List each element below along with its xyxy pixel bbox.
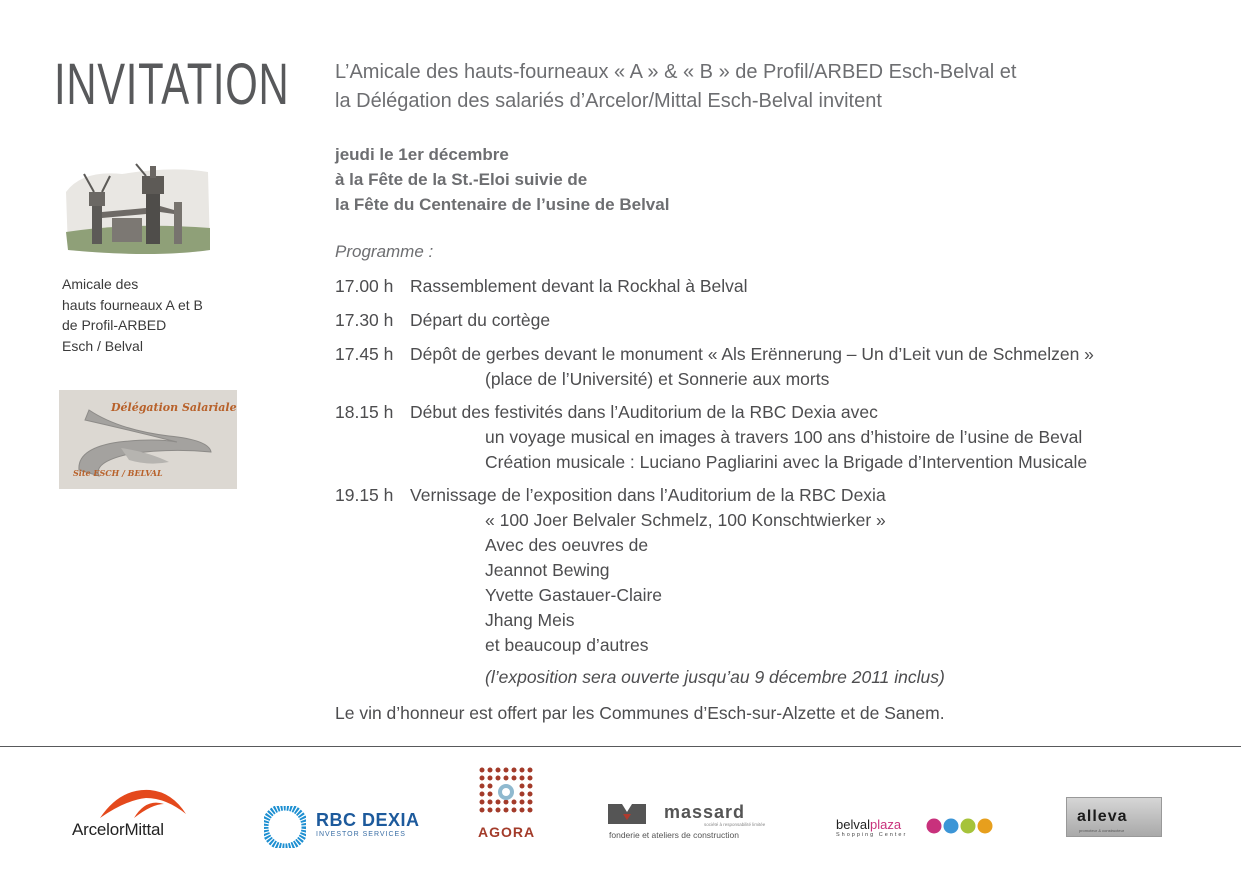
programme-time: 17.30 h: [335, 310, 394, 330]
programme-subline: « 100 Joer Belvaler Schmelz, 100 Konschtwierker »: [485, 510, 886, 530]
programme-time: 18.15 h: [335, 402, 394, 422]
delegation-logo-title: Délégation Salariale: [111, 401, 237, 414]
programme-text: Départ du cortège: [410, 310, 551, 330]
programme-item: [335, 400, 1087, 475]
intro-line: L’Amicale des hauts-fourneaux « A » & « B » de Profil/ARBED Esch-Belval et: [335, 61, 1017, 83]
programme-subline: (place de l’Université) et Sonnerie aux morts: [485, 369, 830, 389]
event-date-line: la Fête du Centenaire de l’usine de Belval: [335, 195, 670, 214]
alleva-badge: [1066, 797, 1162, 837]
alleva-name: alleva: [1077, 808, 1128, 825]
rbc-sunburst-icon: [264, 806, 306, 848]
delegation-salariale-logo: [59, 390, 237, 489]
arcelormittal-name: ArcelorMittal: [72, 820, 164, 839]
agora-logo: [476, 764, 538, 840]
amicale-line: de Profil-ARBED: [62, 317, 167, 333]
belvalplaza-subtitle: Shopping Center: [836, 832, 908, 838]
rbc-subtitle: INVESTOR SERVICES: [316, 831, 406, 838]
programme-time: 17.00 h: [335, 276, 394, 296]
agora-name: AGORA: [478, 824, 536, 840]
programme-item: [335, 483, 886, 658]
programme-text: Rassemblement devant la Rockhal à Belval: [410, 276, 748, 296]
delegation-logo-site: Site ESCH / BELVAL: [73, 468, 163, 478]
alleva-tagline: promoteur & constructeur: [1079, 828, 1125, 833]
exhibition-note: (l’exposition sera ouverte jusqu’au 9 décembre 2011 inclus): [485, 667, 945, 687]
event-date-line: jeudi le 1er décembre: [335, 145, 509, 164]
intro-text: [335, 58, 1016, 116]
belvalplaza-name-a: belval: [836, 817, 870, 832]
programme-item: [335, 308, 550, 333]
agora-dot-grid-icon: [476, 764, 536, 822]
belvalplaza-logo: [836, 817, 996, 838]
arcelormittal-swoosh-icon: [80, 784, 190, 820]
amicale-line: Esch / Belval: [62, 337, 143, 354]
programme-time: 19.15 h: [335, 485, 394, 505]
massard-m-icon: [608, 804, 646, 824]
event-date-block: [335, 142, 669, 217]
programme-text: Dépôt de gerbes devant le monument « Als Erënnerung – Un d’Leit vun de Schmelzen »: [410, 344, 1094, 364]
programme-subline: Yvette Gastauer-Claire: [485, 585, 663, 605]
page-title: INVITATION: [54, 52, 290, 117]
programme-subline: Création musicale : Luciano Pagliarini avec la Brigade d’Intervention Musicale: [485, 452, 1088, 472]
blast-furnace-photo: [62, 162, 212, 260]
programme-subline: et beaucoup d’autres: [485, 635, 649, 655]
closing-text: Le vin d’honneur est offert par les Communes d’Esch-sur-Alzette et de Sanem.: [335, 703, 945, 723]
programme-subline: Jhang Meis: [485, 610, 575, 630]
programme-title: Programme :: [335, 242, 434, 261]
programme-subline: Avec des oeuvres de: [485, 535, 649, 555]
footer-divider: [0, 746, 1241, 747]
programme-text: Vernissage de l’exposition dans l’Auditorium de la RBC Dexia: [410, 485, 886, 505]
belvalplaza-dots-icon: [926, 817, 996, 835]
event-date-line: à la Fête de la St.-Eloi suivie de: [335, 170, 588, 189]
massard-tagline: société à responsabilité limitée: [704, 822, 766, 827]
programme-subline: Jeannot Bewing: [485, 560, 610, 580]
amicale-caption: [62, 274, 203, 356]
belvalplaza-name-b: plaza: [869, 817, 902, 832]
programme-subline: un voyage musical en images à travers 100 ans d’histoire de l’usine de Beval: [485, 427, 1083, 447]
massard-subtitle: fonderie et ateliers de construction: [609, 830, 739, 840]
massard-name: massard: [664, 802, 746, 822]
intro-line: la Délégation des salariés d’Arcelor/Mittal Esch-Belval invitent: [335, 90, 882, 112]
amicale-line: hauts fourneaux A et B: [62, 296, 203, 313]
alleva-logo: [1066, 797, 1162, 837]
programme-item: [335, 274, 748, 299]
programme-time: 17.45 h: [335, 344, 394, 364]
rbc-name: RBC DEXIA: [316, 810, 420, 830]
amicale-line: Amicale des: [62, 276, 139, 292]
programme-text: Début des festivités dans l’Auditorium de la RBC Dexia avec: [410, 402, 878, 422]
programme-item: [335, 342, 1094, 392]
arcelormittal-logo: [72, 784, 192, 840]
